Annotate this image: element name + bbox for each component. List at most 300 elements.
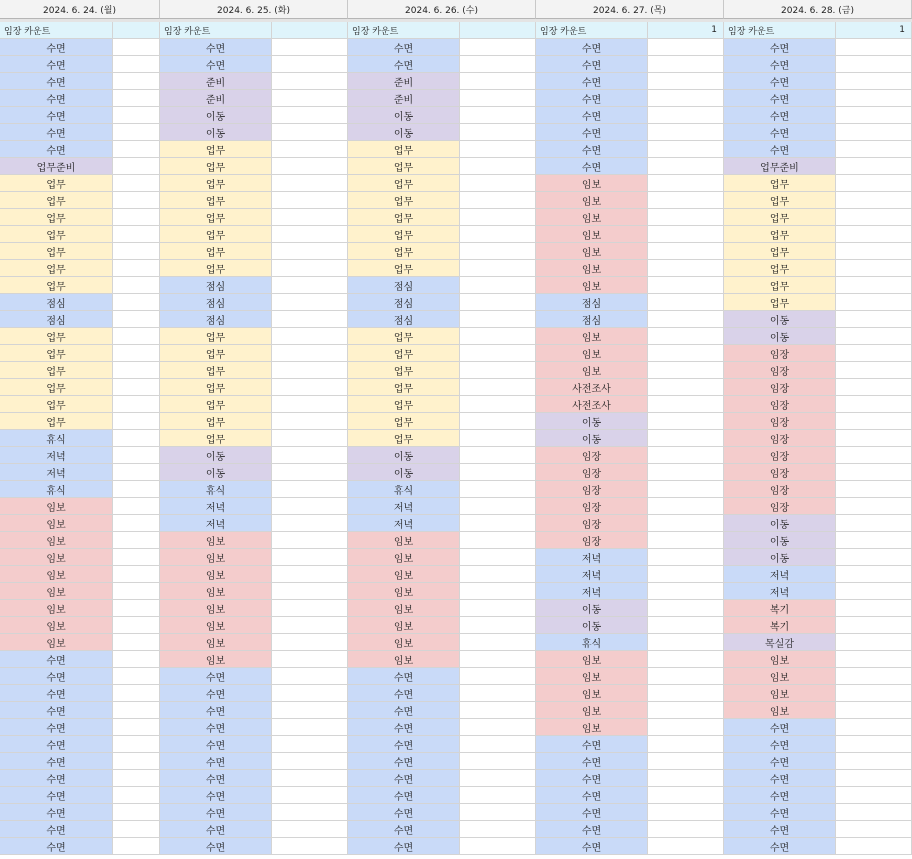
empty-cell[interactable]: [272, 226, 348, 243]
empty-cell[interactable]: [460, 158, 536, 175]
empty-cell[interactable]: [113, 464, 160, 481]
empty-cell[interactable]: [113, 668, 160, 685]
empty-cell[interactable]: [272, 277, 348, 294]
activity-cell[interactable]: 수면: [160, 668, 272, 685]
empty-cell[interactable]: [648, 583, 724, 600]
empty-cell[interactable]: [648, 90, 724, 107]
empty-cell[interactable]: [113, 413, 160, 430]
activity-cell[interactable]: 수면: [724, 736, 836, 753]
activity-cell[interactable]: 임보: [0, 566, 113, 583]
empty-cell[interactable]: [113, 311, 160, 328]
empty-cell[interactable]: [836, 413, 912, 430]
activity-cell[interactable]: 업무: [160, 243, 272, 260]
activity-cell[interactable]: 수면: [724, 56, 836, 73]
activity-cell[interactable]: 업무준비: [0, 158, 113, 175]
empty-cell[interactable]: [648, 719, 724, 736]
empty-cell[interactable]: [113, 583, 160, 600]
empty-cell[interactable]: [113, 600, 160, 617]
activity-cell[interactable]: 수면: [0, 73, 113, 90]
empty-cell[interactable]: [272, 56, 348, 73]
activity-cell[interactable]: 임보: [724, 685, 836, 702]
activity-cell[interactable]: 업무: [348, 396, 460, 413]
activity-cell[interactable]: 수면: [0, 702, 113, 719]
activity-cell[interactable]: 업무: [0, 362, 113, 379]
imjang-count-label[interactable]: 임장 카운트: [348, 22, 460, 39]
activity-cell[interactable]: 임장: [724, 362, 836, 379]
empty-cell[interactable]: [272, 600, 348, 617]
empty-cell[interactable]: [836, 702, 912, 719]
activity-cell[interactable]: 임장: [536, 447, 648, 464]
activity-cell[interactable]: 수면: [0, 770, 113, 787]
activity-cell[interactable]: 수면: [160, 685, 272, 702]
empty-cell[interactable]: [460, 209, 536, 226]
activity-cell[interactable]: 업무: [0, 209, 113, 226]
activity-cell[interactable]: 업무: [724, 226, 836, 243]
imjang-count-label[interactable]: 임장 카운트: [160, 22, 272, 39]
empty-cell[interactable]: [460, 804, 536, 821]
empty-cell[interactable]: [836, 430, 912, 447]
activity-cell[interactable]: 수면: [0, 124, 113, 141]
activity-cell[interactable]: 이동: [724, 311, 836, 328]
activity-cell[interactable]: 수면: [0, 668, 113, 685]
empty-cell[interactable]: [460, 362, 536, 379]
activity-cell[interactable]: 준비: [348, 73, 460, 90]
empty-cell[interactable]: [836, 838, 912, 855]
empty-cell[interactable]: [836, 464, 912, 481]
activity-cell[interactable]: 저녁: [724, 566, 836, 583]
empty-cell[interactable]: [836, 379, 912, 396]
empty-cell[interactable]: [648, 311, 724, 328]
empty-cell[interactable]: [460, 141, 536, 158]
activity-cell[interactable]: 임보: [536, 702, 648, 719]
empty-cell[interactable]: [272, 532, 348, 549]
activity-cell[interactable]: 수면: [160, 719, 272, 736]
empty-cell[interactable]: [648, 804, 724, 821]
empty-cell[interactable]: [113, 379, 160, 396]
empty-cell[interactable]: [836, 294, 912, 311]
empty-cell[interactable]: [113, 447, 160, 464]
activity-cell[interactable]: 휴식: [160, 481, 272, 498]
empty-cell[interactable]: [460, 481, 536, 498]
activity-cell[interactable]: 수면: [0, 719, 113, 736]
activity-cell[interactable]: 임보: [536, 362, 648, 379]
empty-cell[interactable]: [272, 838, 348, 855]
empty-cell[interactable]: [836, 124, 912, 141]
empty-cell[interactable]: [460, 600, 536, 617]
empty-cell[interactable]: [460, 175, 536, 192]
empty-cell[interactable]: [648, 532, 724, 549]
empty-cell[interactable]: [460, 226, 536, 243]
empty-cell[interactable]: [460, 311, 536, 328]
activity-cell[interactable]: 휴식: [0, 481, 113, 498]
empty-cell[interactable]: [836, 209, 912, 226]
activity-cell[interactable]: 업무: [724, 175, 836, 192]
empty-cell[interactable]: [460, 838, 536, 855]
empty-cell[interactable]: [113, 617, 160, 634]
activity-cell[interactable]: 임보: [724, 651, 836, 668]
empty-cell[interactable]: [113, 770, 160, 787]
empty-cell[interactable]: [272, 39, 348, 56]
activity-cell[interactable]: 수면: [348, 668, 460, 685]
empty-cell[interactable]: [648, 175, 724, 192]
activity-cell[interactable]: 수면: [536, 141, 648, 158]
empty-cell[interactable]: [272, 107, 348, 124]
activity-cell[interactable]: 이동: [536, 430, 648, 447]
activity-cell[interactable]: 수면: [160, 736, 272, 753]
empty-cell[interactable]: [836, 804, 912, 821]
activity-cell[interactable]: 수면: [536, 90, 648, 107]
empty-cell[interactable]: [113, 73, 160, 90]
empty-cell[interactable]: [648, 209, 724, 226]
empty-cell[interactable]: [836, 175, 912, 192]
activity-cell[interactable]: 임장: [724, 464, 836, 481]
activity-cell[interactable]: 업무: [348, 141, 460, 158]
empty-cell[interactable]: [272, 787, 348, 804]
empty-cell[interactable]: [836, 90, 912, 107]
empty-cell[interactable]: [648, 396, 724, 413]
activity-cell[interactable]: 임보: [0, 617, 113, 634]
activity-cell[interactable]: 수면: [0, 141, 113, 158]
imjang-count-label[interactable]: 임장 카운트: [0, 22, 113, 39]
empty-cell[interactable]: [648, 362, 724, 379]
activity-cell[interactable]: 임보: [0, 532, 113, 549]
activity-cell[interactable]: 수면: [348, 39, 460, 56]
empty-cell[interactable]: [272, 753, 348, 770]
activity-cell[interactable]: 수면: [724, 787, 836, 804]
activity-cell[interactable]: 수면: [536, 821, 648, 838]
empty-cell[interactable]: [648, 294, 724, 311]
activity-cell[interactable]: 준비: [160, 73, 272, 90]
activity-cell[interactable]: 점심: [0, 311, 113, 328]
empty-cell[interactable]: [648, 770, 724, 787]
activity-cell[interactable]: 휴식: [0, 430, 113, 447]
activity-cell[interactable]: 수면: [0, 838, 113, 855]
empty-cell[interactable]: [460, 668, 536, 685]
empty-cell[interactable]: [460, 277, 536, 294]
activity-cell[interactable]: 업무: [0, 345, 113, 362]
empty-cell[interactable]: [648, 838, 724, 855]
empty-cell[interactable]: [836, 617, 912, 634]
activity-cell[interactable]: 수면: [536, 124, 648, 141]
empty-cell[interactable]: [272, 566, 348, 583]
activity-cell[interactable]: 수면: [724, 753, 836, 770]
empty-cell[interactable]: [272, 209, 348, 226]
activity-cell[interactable]: 임장: [724, 379, 836, 396]
empty-cell[interactable]: [836, 736, 912, 753]
empty-cell[interactable]: [648, 464, 724, 481]
empty-cell[interactable]: [272, 498, 348, 515]
activity-cell[interactable]: 임장: [536, 498, 648, 515]
empty-cell[interactable]: [272, 73, 348, 90]
activity-cell[interactable]: 업무: [348, 192, 460, 209]
activity-cell[interactable]: 수면: [160, 702, 272, 719]
empty-cell[interactable]: [272, 651, 348, 668]
activity-cell[interactable]: 점심: [348, 277, 460, 294]
empty-cell[interactable]: [113, 821, 160, 838]
activity-cell[interactable]: 임보: [160, 651, 272, 668]
activity-cell[interactable]: 업무: [348, 260, 460, 277]
activity-cell[interactable]: 업무: [348, 243, 460, 260]
empty-cell[interactable]: [113, 736, 160, 753]
empty-cell[interactable]: [113, 430, 160, 447]
empty-cell[interactable]: [648, 107, 724, 124]
empty-cell[interactable]: [272, 379, 348, 396]
empty-cell[interactable]: [272, 770, 348, 787]
activity-cell[interactable]: 임보: [348, 583, 460, 600]
empty-cell[interactable]: [648, 515, 724, 532]
activity-cell[interactable]: 수면: [0, 736, 113, 753]
empty-cell[interactable]: [113, 787, 160, 804]
empty-cell[interactable]: [113, 158, 160, 175]
activity-cell[interactable]: 저녁: [536, 566, 648, 583]
imjang-count-value[interactable]: 1: [648, 22, 724, 39]
activity-cell[interactable]: 점심: [348, 294, 460, 311]
empty-cell[interactable]: [113, 277, 160, 294]
empty-cell[interactable]: [272, 141, 348, 158]
empty-cell[interactable]: [648, 668, 724, 685]
empty-cell[interactable]: [460, 515, 536, 532]
activity-cell[interactable]: 수면: [348, 804, 460, 821]
empty-cell[interactable]: [648, 498, 724, 515]
empty-cell[interactable]: [836, 345, 912, 362]
empty-cell[interactable]: [272, 617, 348, 634]
empty-cell[interactable]: [113, 226, 160, 243]
empty-cell[interactable]: [460, 345, 536, 362]
activity-cell[interactable]: 업무: [348, 175, 460, 192]
empty-cell[interactable]: [648, 158, 724, 175]
empty-cell[interactable]: [113, 634, 160, 651]
empty-cell[interactable]: [648, 39, 724, 56]
empty-cell[interactable]: [836, 685, 912, 702]
empty-cell[interactable]: [836, 158, 912, 175]
activity-cell[interactable]: 점심: [348, 311, 460, 328]
empty-cell[interactable]: [460, 396, 536, 413]
empty-cell[interactable]: [648, 192, 724, 209]
activity-cell[interactable]: 수면: [536, 804, 648, 821]
empty-cell[interactable]: [113, 702, 160, 719]
activity-cell[interactable]: 수면: [0, 90, 113, 107]
empty-cell[interactable]: [836, 311, 912, 328]
activity-cell[interactable]: 수면: [348, 787, 460, 804]
activity-cell[interactable]: 점심: [0, 294, 113, 311]
activity-cell[interactable]: 저녁: [348, 515, 460, 532]
empty-cell[interactable]: [648, 277, 724, 294]
activity-cell[interactable]: 업무: [160, 328, 272, 345]
activity-cell[interactable]: 수면: [0, 107, 113, 124]
empty-cell[interactable]: [836, 566, 912, 583]
empty-cell[interactable]: [648, 481, 724, 498]
empty-cell[interactable]: [113, 124, 160, 141]
activity-cell[interactable]: 수면: [348, 770, 460, 787]
empty-cell[interactable]: [648, 549, 724, 566]
activity-cell[interactable]: 저녁: [536, 549, 648, 566]
empty-cell[interactable]: [460, 702, 536, 719]
activity-cell[interactable]: 업무: [160, 226, 272, 243]
empty-cell[interactable]: [836, 192, 912, 209]
activity-cell[interactable]: 업무: [160, 209, 272, 226]
activity-cell[interactable]: 임보: [348, 600, 460, 617]
empty-cell[interactable]: [648, 430, 724, 447]
empty-cell[interactable]: [460, 107, 536, 124]
activity-cell[interactable]: 수면: [348, 736, 460, 753]
activity-cell[interactable]: 수면: [536, 39, 648, 56]
activity-cell[interactable]: 업무: [0, 413, 113, 430]
activity-cell[interactable]: 임장: [724, 430, 836, 447]
empty-cell[interactable]: [272, 175, 348, 192]
empty-cell[interactable]: [113, 141, 160, 158]
empty-cell[interactable]: [272, 634, 348, 651]
activity-cell[interactable]: 임보: [536, 328, 648, 345]
empty-cell[interactable]: [113, 719, 160, 736]
activity-cell[interactable]: 임보: [536, 277, 648, 294]
empty-cell[interactable]: [836, 719, 912, 736]
activity-cell[interactable]: 임장: [724, 396, 836, 413]
empty-cell[interactable]: [836, 549, 912, 566]
empty-cell[interactable]: [460, 617, 536, 634]
empty-cell[interactable]: [272, 719, 348, 736]
activity-cell[interactable]: 임보: [348, 549, 460, 566]
activity-cell[interactable]: 수면: [160, 770, 272, 787]
activity-cell[interactable]: 업무: [160, 175, 272, 192]
empty-cell[interactable]: [836, 362, 912, 379]
activity-cell[interactable]: 이동: [536, 413, 648, 430]
activity-cell[interactable]: 업무: [0, 260, 113, 277]
activity-cell[interactable]: 업무: [348, 413, 460, 430]
empty-cell[interactable]: [460, 787, 536, 804]
activity-cell[interactable]: 업무준비: [724, 158, 836, 175]
activity-cell[interactable]: 업무: [348, 209, 460, 226]
activity-cell[interactable]: 수면: [536, 736, 648, 753]
activity-cell[interactable]: 수면: [536, 56, 648, 73]
activity-cell[interactable]: 임보: [536, 175, 648, 192]
empty-cell[interactable]: [836, 277, 912, 294]
activity-cell[interactable]: 수면: [160, 838, 272, 855]
empty-cell[interactable]: [836, 634, 912, 651]
empty-cell[interactable]: [460, 549, 536, 566]
empty-cell[interactable]: [836, 243, 912, 260]
empty-cell[interactable]: [272, 702, 348, 719]
empty-cell[interactable]: [648, 753, 724, 770]
activity-cell[interactable]: 점심: [536, 294, 648, 311]
activity-cell[interactable]: 임보: [0, 515, 113, 532]
empty-cell[interactable]: [272, 464, 348, 481]
activity-cell[interactable]: 업무: [348, 328, 460, 345]
activity-cell[interactable]: 임보: [0, 583, 113, 600]
empty-cell[interactable]: [113, 56, 160, 73]
activity-cell[interactable]: 수면: [348, 753, 460, 770]
activity-cell[interactable]: 준비: [160, 90, 272, 107]
empty-cell[interactable]: [460, 532, 536, 549]
empty-cell[interactable]: [272, 685, 348, 702]
activity-cell[interactable]: 업무: [160, 192, 272, 209]
empty-cell[interactable]: [113, 498, 160, 515]
activity-cell[interactable]: 이동: [160, 447, 272, 464]
empty-cell[interactable]: [460, 736, 536, 753]
activity-cell[interactable]: 수면: [0, 804, 113, 821]
activity-cell[interactable]: 이동: [160, 124, 272, 141]
activity-cell[interactable]: 이동: [160, 464, 272, 481]
activity-cell[interactable]: 수면: [348, 821, 460, 838]
activity-cell[interactable]: 수면: [160, 804, 272, 821]
empty-cell[interactable]: [836, 141, 912, 158]
empty-cell[interactable]: [460, 39, 536, 56]
empty-cell[interactable]: [272, 413, 348, 430]
empty-cell[interactable]: [113, 260, 160, 277]
empty-cell[interactable]: [648, 379, 724, 396]
empty-cell[interactable]: [272, 549, 348, 566]
activity-cell[interactable]: 저녁: [0, 464, 113, 481]
activity-cell[interactable]: 임보: [348, 532, 460, 549]
empty-cell[interactable]: [460, 651, 536, 668]
activity-cell[interactable]: 임보: [348, 566, 460, 583]
empty-cell[interactable]: [460, 260, 536, 277]
imjang-count-label[interactable]: 임장 카운트: [536, 22, 648, 39]
empty-cell[interactable]: [272, 583, 348, 600]
activity-cell[interactable]: 수면: [724, 39, 836, 56]
activity-cell[interactable]: 업무: [0, 396, 113, 413]
activity-cell[interactable]: 이동: [724, 328, 836, 345]
empty-cell[interactable]: [460, 379, 536, 396]
date-header[interactable]: 2024. 6. 24. (월): [0, 0, 160, 19]
empty-cell[interactable]: [460, 821, 536, 838]
empty-cell[interactable]: [272, 447, 348, 464]
empty-cell[interactable]: [272, 311, 348, 328]
empty-cell[interactable]: [460, 73, 536, 90]
activity-cell[interactable]: 저녁: [536, 583, 648, 600]
activity-cell[interactable]: 수면: [724, 770, 836, 787]
empty-cell[interactable]: [113, 294, 160, 311]
empty-cell[interactable]: [460, 719, 536, 736]
activity-cell[interactable]: 수면: [0, 651, 113, 668]
empty-cell[interactable]: [648, 73, 724, 90]
activity-cell[interactable]: 업무: [724, 294, 836, 311]
empty-cell[interactable]: [460, 566, 536, 583]
empty-cell[interactable]: [648, 702, 724, 719]
empty-cell[interactable]: [113, 209, 160, 226]
empty-cell[interactable]: [113, 753, 160, 770]
activity-cell[interactable]: 수면: [536, 73, 648, 90]
activity-cell[interactable]: 임보: [0, 600, 113, 617]
activity-cell[interactable]: 업무: [160, 345, 272, 362]
activity-cell[interactable]: 임보: [536, 345, 648, 362]
activity-cell[interactable]: 수면: [0, 753, 113, 770]
activity-cell[interactable]: 수면: [348, 838, 460, 855]
empty-cell[interactable]: [460, 56, 536, 73]
empty-cell[interactable]: [836, 498, 912, 515]
empty-cell[interactable]: [648, 447, 724, 464]
activity-cell[interactable]: 임보: [348, 617, 460, 634]
activity-cell[interactable]: 수면: [724, 73, 836, 90]
activity-cell[interactable]: 수면: [348, 685, 460, 702]
activity-cell[interactable]: 업무: [160, 430, 272, 447]
activity-cell[interactable]: 저녁: [348, 498, 460, 515]
empty-cell[interactable]: [648, 413, 724, 430]
empty-cell[interactable]: [648, 141, 724, 158]
empty-cell[interactable]: [460, 498, 536, 515]
empty-cell[interactable]: [272, 345, 348, 362]
activity-cell[interactable]: 업무: [724, 209, 836, 226]
activity-cell[interactable]: 임보: [536, 260, 648, 277]
empty-cell[interactable]: [648, 634, 724, 651]
activity-cell[interactable]: 업무: [724, 192, 836, 209]
activity-cell[interactable]: 사전조사: [536, 379, 648, 396]
activity-cell[interactable]: 업무: [160, 141, 272, 158]
activity-cell[interactable]: 임보: [0, 549, 113, 566]
activity-cell[interactable]: 수면: [0, 39, 113, 56]
empty-cell[interactable]: [460, 430, 536, 447]
empty-cell[interactable]: [113, 651, 160, 668]
empty-cell[interactable]: [836, 583, 912, 600]
